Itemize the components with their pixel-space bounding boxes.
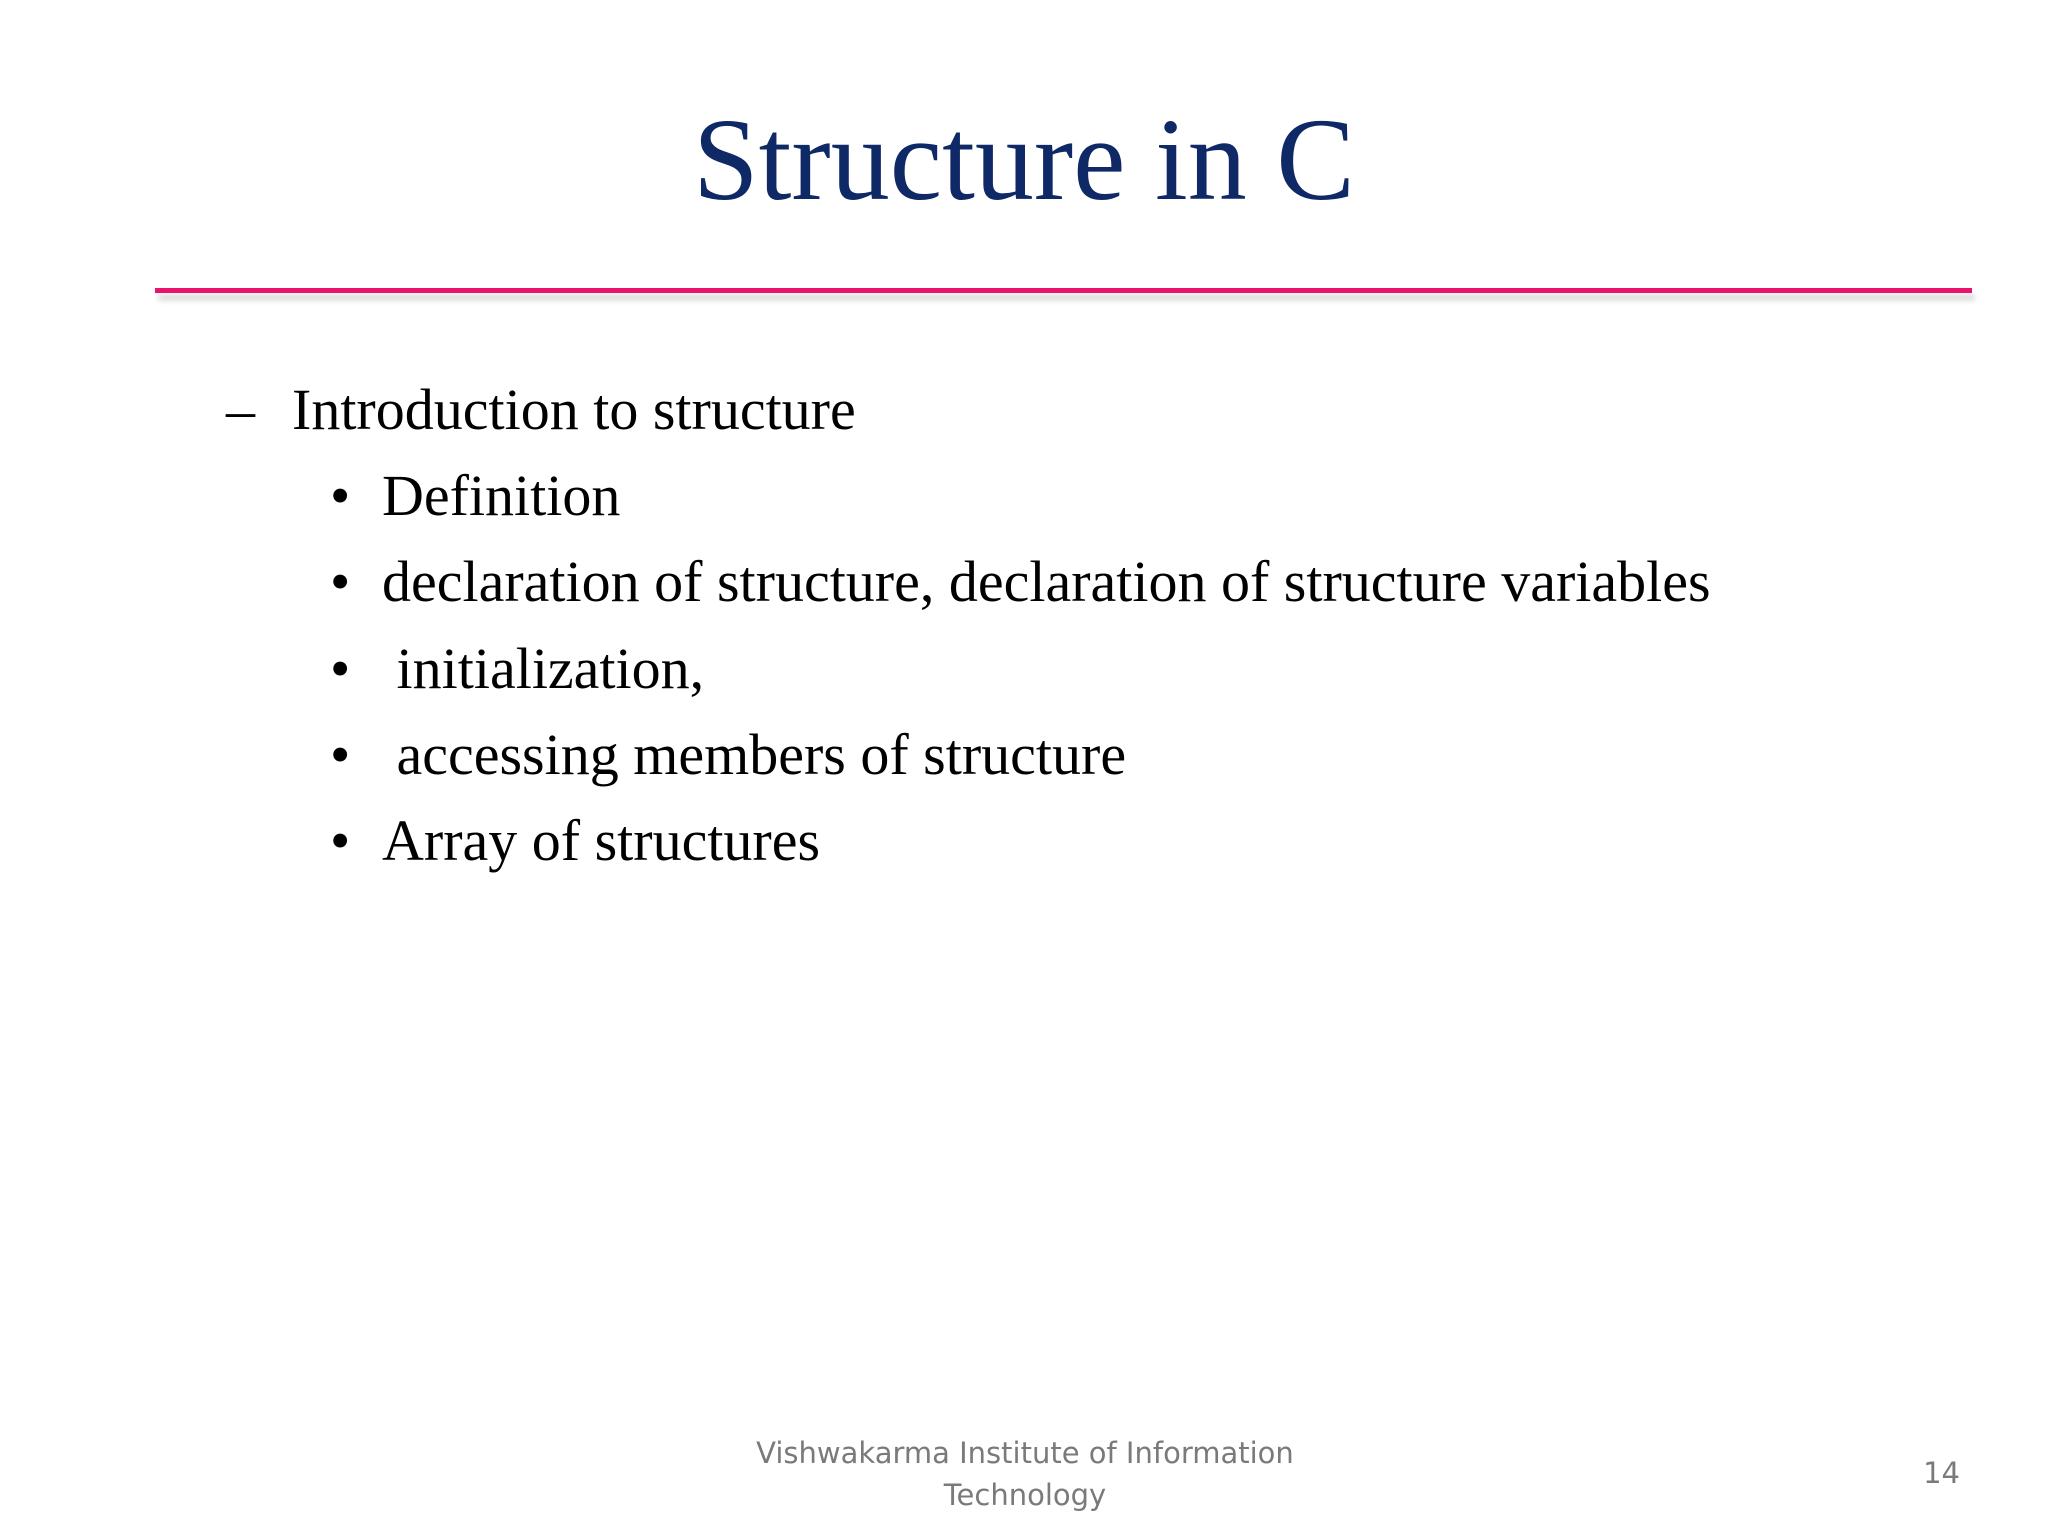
slide-title: Structure in C (692, 94, 1356, 225)
bullet-main-text: Introduction to structure (292, 377, 856, 442)
bullet-dot-icon: • (330, 808, 351, 873)
bullet-dot-icon: • (330, 722, 351, 787)
bullet-main (226, 370, 856, 450)
sub-bullet-item (330, 542, 1711, 622)
sub-bullet-text: Definition (382, 463, 621, 528)
sub-bullet-item (330, 801, 820, 881)
sub-bullet-item (330, 456, 620, 536)
sub-bullet-text: accessing members of structure (382, 722, 1127, 787)
footer-line-1: Vishwakarma Institute of Information (756, 1436, 1294, 1470)
bullet-dot-icon: • (330, 636, 351, 701)
sub-bullet-text: declaration of structure, declaration of structure variables (382, 549, 1711, 614)
footer-institute (740, 1432, 1310, 1516)
sub-bullet-item (330, 715, 1126, 795)
page-number: 14 (1923, 1456, 1960, 1490)
sub-bullet-item (330, 629, 704, 709)
bullet-dot-icon: • (330, 463, 351, 528)
sub-bullet-text: initialization, (382, 636, 705, 701)
sub-bullet-text: Array of structures (382, 808, 821, 873)
dash-marker: – (226, 377, 255, 442)
title-divider (155, 288, 1972, 293)
bullet-dot-icon: • (330, 549, 351, 614)
footer-line-2: Technology (943, 1478, 1107, 1512)
